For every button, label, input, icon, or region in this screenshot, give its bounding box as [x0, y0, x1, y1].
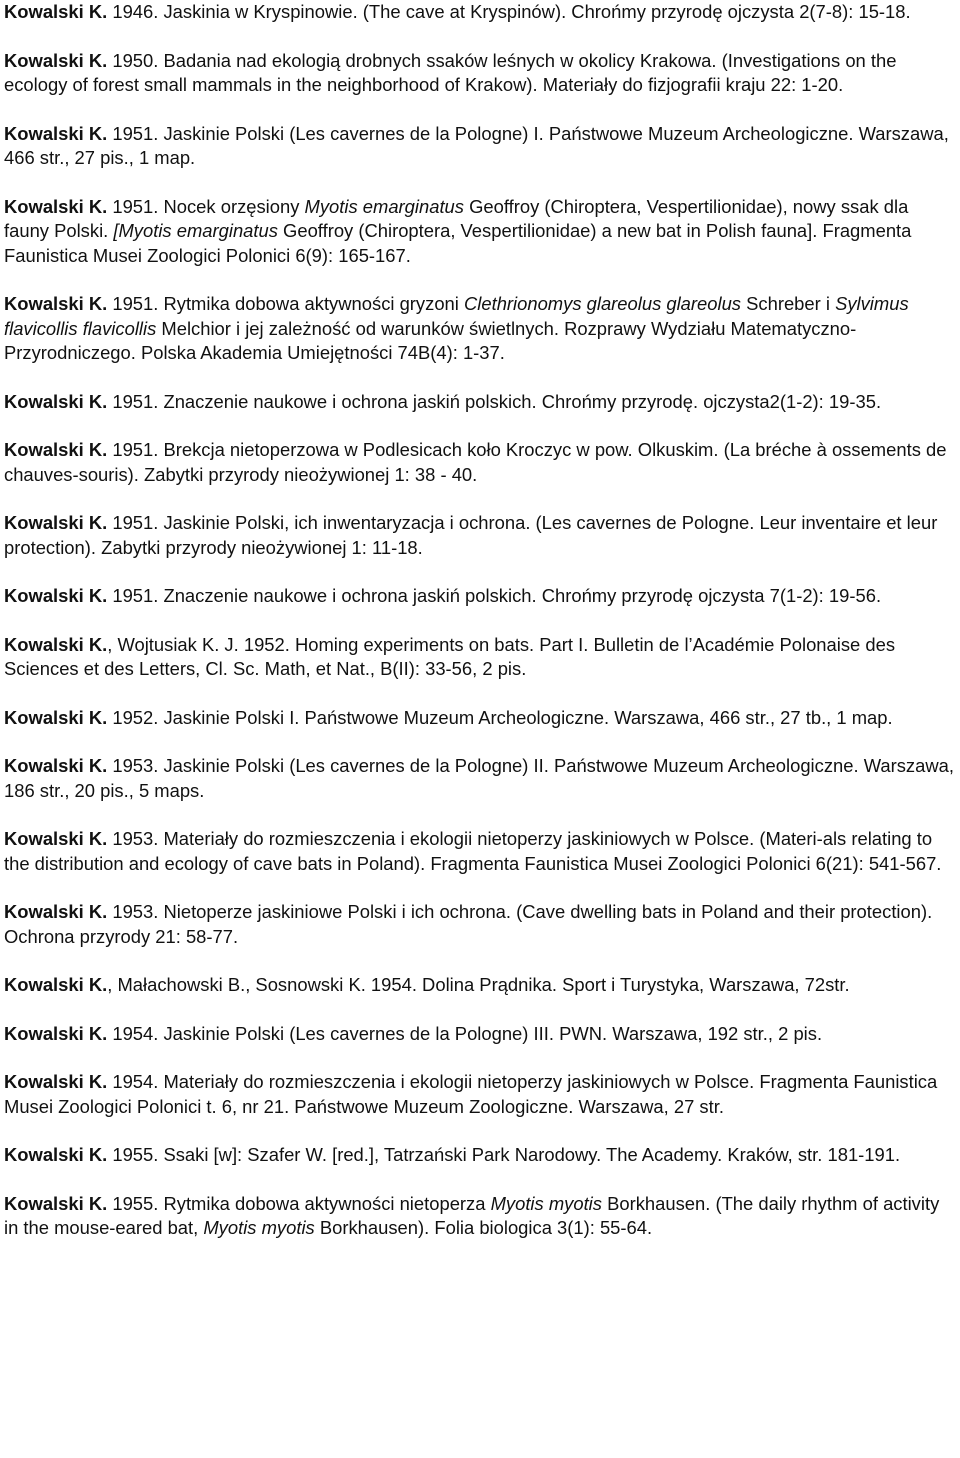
reference-text: 1951. Jaskinie Polski, ich inwentaryzacja i ochrona. (Les cavernes de Pologne. Leur inventaire et leur protection). Zabytki przyrody nieożywionej 1: 11-18. [4, 512, 938, 558]
reference-entry [4, 900, 957, 949]
reference-author: Kowalski K. [4, 122, 108, 144]
species-name: Sylvimus flavicollis flavicollis [4, 293, 909, 339]
species-name: Myotis myotis [203, 1217, 315, 1238]
reference-entry [4, 827, 957, 876]
species-name: Myotis emarginatus [304, 195, 464, 217]
reference-author: Kowalski K. [4, 828, 108, 849]
reference-text: Melchior i jej zależność od warunków świetlnych. Rozprawy Wydziału Matematyczno-Przyrodniczego. Polska Akademia Umiejętności 74B(4): 1-37. [4, 317, 857, 363]
reference-entry [4, 0, 957, 25]
reference-text: 1951. Znaczenie naukowe i ochrona jaskiń polskich. Chrońmy przyrodę. ojczysta2(1-2): 19-35. [107, 390, 882, 412]
reference-author: Kowalski K. [4, 1022, 108, 1044]
reference-text: 1946. Jaskinia w Kryspinowie. (The cave at Kryspinów). Chrońmy przyrodę ojczysta 2(7-8): 15-18. [107, 1, 911, 22]
reference-author: Kowalski K. [4, 49, 108, 71]
reference-author: Kowalski K. [4, 585, 108, 606]
reference-text: 1950. Badania nad ekologią drobnych ssaków leśnych w okolicy Krakowa. (Investigations on the ecology of forest small mammals in the neighborhood of Krakow). Materiały do fizjografii kraju 22: 1-20. [4, 49, 897, 95]
reference-entry [4, 584, 957, 609]
reference-entry [4, 438, 957, 487]
reference-entry [4, 49, 957, 98]
reference-text: 1954. Jaskinie Polski (Les cavernes de la Pologne) III. PWN. Warszawa, 192 str., 2 pis. [107, 1022, 823, 1044]
reference-list [4, 0, 957, 1265]
reference-author: Kowalski K. [4, 1192, 108, 1214]
reference-text: 1953. Materiały do rozmieszczenia i ekologii nietoperzy jaskiniowych w Polsce. (Materi-als relating to the distribution and ecology of cave bats in Poland). Fragmenta Faunistica Musei Zoologici Polonici 6(21): 541-567. [4, 828, 942, 874]
reference-author: Kowalski K. [4, 974, 108, 995]
species-name: Myotis myotis [490, 1192, 602, 1214]
reference-text: 1951. Rytmika dobowa aktywności gryzoni [107, 293, 464, 314]
reference-text: 1954. Materiały do rozmieszczenia i ekologii nietoperzy jaskiniowych w Polsce. Fragmenta Faunistica Musei Zoologici Polonici t. 6, nr 21. Państwowe Muzeum Zoologiczne. Warszawa, 27 str. [4, 1071, 938, 1117]
reference-entry [4, 633, 957, 682]
reference-entry [4, 195, 957, 269]
reference-author: Kowalski K. [4, 1071, 108, 1092]
reference-author: Kowalski K. [4, 706, 108, 728]
reference-text: Schreber i [741, 293, 836, 314]
reference-text: 1951. Nocek orzęsiony [107, 195, 305, 217]
reference-entry [4, 511, 957, 560]
reference-author: Kowalski K. [4, 390, 108, 412]
reference-text: Borkhausen). Folia biologica 3(1): 55-64. [314, 1217, 653, 1238]
reference-text: 1955. Ssaki [w]: Szafer W. [red.], Tatrzański Park Narodowy. The Academy. Kraków, str. 181-191. [107, 1144, 901, 1165]
reference-author: Kowalski K. [4, 293, 108, 314]
reference-entry [4, 973, 957, 998]
reference-author: Kowalski K. [4, 195, 108, 217]
reference-text: 1951. Brekcja nietoperzowa w Podlesicach koło Kroczyc w pow. Olkuskim. (La bréche à ossements de chauves-souris). Zabytki przyrody nieożywionej 1: 38 - 40. [4, 439, 947, 485]
reference-text: 1955. Rytmika dobowa aktywności nietoperza [107, 1192, 491, 1214]
reference-author: Kowalski K. [4, 901, 108, 922]
reference-author: Kowalski K. [4, 439, 108, 460]
reference-entry [4, 292, 957, 366]
reference-text: 1951. Znaczenie naukowe i ochrona jaskiń polskich. Chrońmy przyrodę ojczysta 7(1-2): 19-56. [107, 585, 882, 606]
reference-entry [4, 390, 957, 415]
reference-author: Kowalski K. [4, 1, 108, 22]
reference-text: Borkhausen. (The daily rhythm of activity in the mouse-eared bat, [4, 1192, 940, 1238]
reference-text: Geoffroy (Chiroptera, Vespertilionidae), nowy ssak dla fauny Polski. [4, 195, 909, 241]
reference-entry [4, 706, 957, 731]
reference-text: , Małachowski B., Sosnowski K. 1954. Dolina Prądnika. Sport i Turystyka, Warszawa, 72str. [107, 974, 850, 995]
species-name: [Myotis emarginatus [113, 220, 278, 241]
reference-text: 1951. Jaskinie Polski (Les cavernes de la Pologne) I. Państwowe Muzeum Archeologiczne. Warszawa, 466 str., 27 pis., 1 map. [4, 122, 949, 168]
reference-text: , Wojtusiak K. J. 1952. Homing experiments on bats. Part I. Bulletin de l’Académie Polonaise des Sciences et des Letters, Cl. Sc. Math, et Nat., B(II): 33-56, 2 pis. [4, 633, 896, 679]
reference-entry [4, 122, 957, 171]
reference-entry [4, 1192, 957, 1241]
reference-entry [4, 754, 957, 803]
reference-author: Kowalski K. [4, 512, 108, 533]
reference-entry [4, 1143, 957, 1168]
species-name: Clethrionomys glareolus glareolus [463, 293, 742, 314]
reference-text: Geoffroy (Chiroptera, Vespertilionidae) a new bat in Polish fauna]. Fragmenta Faunistica Musei Zoologici Polonici 6(9): 165-167. [4, 220, 912, 266]
reference-author: Kowalski K. [4, 633, 108, 655]
reference-text: 1953. Jaskinie Polski (Les cavernes de la Pologne) II. Państwowe Muzeum Archeologiczne. Warszawa, 186 str., 20 pis., 5 maps. [4, 755, 954, 801]
reference-text: 1953. Nietoperze jaskiniowe Polski i ich ochrona. (Cave dwelling bats in Poland and their protection). Ochrona przyrody 21: 58-77. [4, 901, 933, 947]
reference-entry [4, 1022, 957, 1047]
reference-entry [4, 1070, 957, 1119]
reference-text: 1952. Jaskinie Polski I. Państwowe Muzeum Archeologiczne. Warszawa, 466 str., 27 tb., 1 map. [107, 706, 893, 728]
reference-author: Kowalski K. [4, 1144, 108, 1165]
reference-author: Kowalski K. [4, 755, 108, 776]
